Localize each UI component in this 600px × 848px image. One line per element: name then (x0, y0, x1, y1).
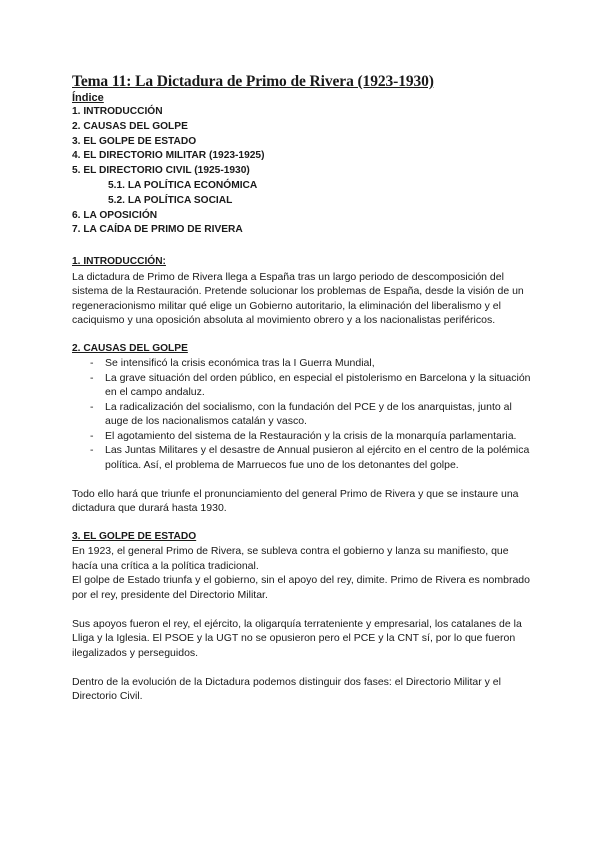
list-item: - Las Juntas Militares y el desastre de Annual pusieron al ejército en el centro de la polémica política. Así, el problema de Marruecos fue uno de los detonantes del golpe. (90, 444, 530, 471)
list-item: - La radicalización del socialismo, con la fundación del PCE y de los anarquistas, junto al auge de los nacionalismos catalán y vasco. (90, 400, 512, 428)
toc-item-introduccion: 1. INTRODUCCIÓN (72, 106, 163, 117)
list-item: - El agotamiento del sistema de la Restauración y la crisis de la monarquía parlamentaria. (90, 429, 517, 442)
causas-closing-paragraph: Todo ello hará que triunfe el pronunciamiento del general Primo de Rivera y que se instaure una dictadura que durará hasta 1930. (72, 487, 519, 515)
toc-item-causas: 2. CAUSAS DEL GOLPE (72, 120, 188, 132)
toc-item-golpe: 3. EL GOLPE DE ESTADO (72, 135, 197, 147)
golpe-paragraph-4: Dentro de la evolución de la Dictadura podemos distinguir dos fases: el Directorio Militar y el Directorio Civil. (72, 675, 501, 703)
toc-item-politica-economica: 5.1. LA POLÍTICA ECONÓMICA (108, 179, 258, 191)
toc-item-directorio-civil: 5. EL DIRECTORIO CIVIL (1925-1930) (72, 165, 250, 177)
toc-item-politica-social: 5.2. LA POLÍTICA SOCIAL (108, 194, 233, 206)
intro-paragraph: La dictadura de Primo de Rivera llega a España tras un largo periodo de descomposición del sistema de la Restauración. Pretende solucionar los problemas de España, desde la visión de un regeneracionismo militar qué elige un Gobierno autoritario, la eliminación del liberalismo y el caciquismo y una oposición absoluta al movimiento obrero y a los nacionalistas periféricos. (72, 270, 524, 327)
index-heading: Índice (72, 92, 104, 104)
golpe-paragraph-2: El golpe de Estado triunfa y el gobierno, sin el apoyo del rey, dimite. Primo de Rivera es nombrado por el rey, presidente del Directorio Militar. (72, 574, 530, 601)
causas-list (72, 356, 532, 472)
section-heading-golpe: 3. EL GOLPE DE ESTADO (72, 530, 197, 542)
section-heading-introduccion: 1. INTRODUCCIÓN: (72, 256, 166, 268)
list-item: - Se intensificó la crisis económica tras la I Guerra Mundial, (90, 357, 375, 370)
document-title: Tema 11: La Dictadura de Primo de Rivera (1923-1930) (72, 73, 434, 90)
document-page (72, 72, 532, 704)
golpe-paragraph-3: Sus apoyos fueron el rey, el ejército, la oligarquía terrateniente y empresarial, los catalanes de la Lliga y la Iglesia. El PSOE y la UGT no se opusieron pero el PCE y la CNT sí, por lo que fueron ilegalizados y perseguidos. (72, 617, 522, 659)
toc-item-caida: 7. LA CAÍDA DE PRIMO DE RIVERA (72, 224, 243, 236)
toc-item-oposicion: 6. LA OPOSICIÓN (72, 209, 158, 221)
section-heading-causas: 2. CAUSAS DEL GOLPE (72, 342, 188, 354)
golpe-paragraph-1: En 1923, el general Primo de Rivera, se subleva contra el gobierno y lanza su manifiesto, que hacía una crítica a la política tradicional. (72, 545, 509, 572)
list-item: - La grave situación del orden público, en especial el pistolerismo en Barcelona y la situación en el campo andaluz. (90, 371, 531, 399)
table-of-contents (72, 105, 532, 238)
toc-item-directorio-militar: 4. EL DIRECTORIO MILITAR (1923-1925) (72, 150, 265, 162)
